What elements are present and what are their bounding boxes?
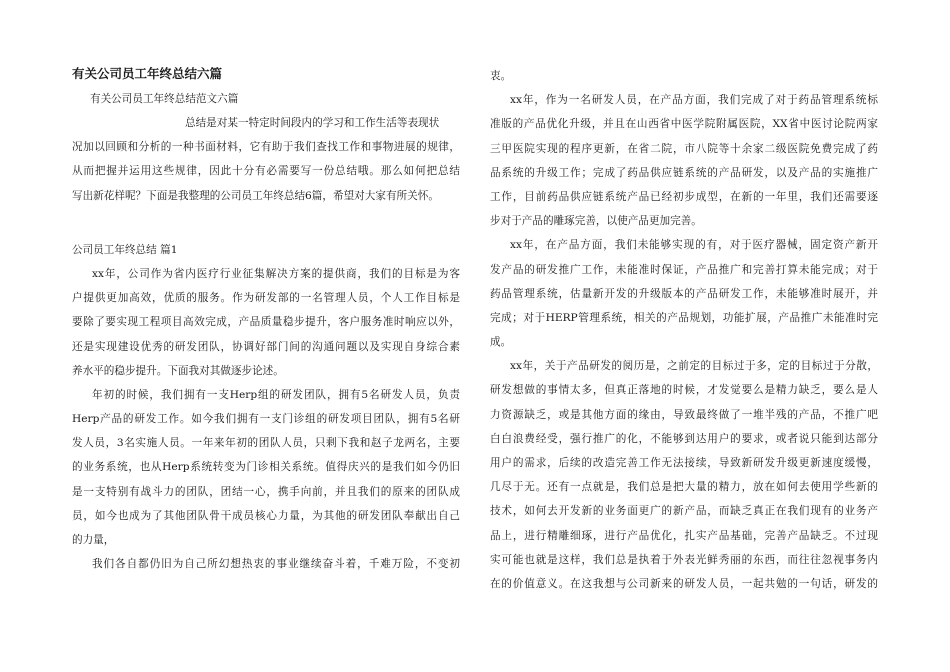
paragraph-line: 是一支特别有战斗力的团队，团结一心，携手向前，并且我们的原来的团队成 [72, 485, 460, 498]
paragraph-line: 在的价值意义。在这我想与公司新来的研发人员，一起共勉的一句话，研发的 [490, 577, 878, 590]
paragraph-line: 力资源缺乏，或是其他方面的缘由，导致最终做了一堆半残的产品，不推广吧 [490, 408, 878, 421]
paragraph-line: 工作，目前药品供应链系统产品已经初步成型，在新的一年里，我们还需要逐 [490, 190, 878, 203]
paragraph-line: 技术，如何去开发新的业务面更广的新产品，而缺乏真正在我们现有的业务产 [490, 505, 878, 518]
document-title: 有关公司员工年终总结六篇 [72, 66, 223, 81]
paragraph-line: 完成；对于HERP管理系统，相关的产品规划，功能扩展，产品推广未能准时完 [490, 311, 878, 324]
paragraph-line: 员，如今也成为了其他团队骨干成员核心力量，为其他的研发团队奉献出自己 [72, 509, 460, 522]
paragraph-line: xx年，作为一名研发人员，在产品方面，我们完成了对于药品管理系统标 [510, 94, 878, 107]
paragraph-line: 衷。 [490, 70, 512, 82]
paragraph-line: 我们各自都仍旧为自己所幻想热衷的事业继续奋斗着，千难万险，不变初 [92, 558, 460, 571]
paragraph-line: 研发想做的事情太多，但真正落地的时候，才发觉要么是精力缺乏，要么是人 [490, 384, 878, 397]
paragraph-line: 发人员，3名实施人员。一年来年初的团队人员，只剩下我和赵子龙两名，主要 [72, 437, 460, 450]
document-subtitle: 有关公司员工年终总结范文六篇 [90, 93, 239, 105]
paragraph-line: xx年，关于产品研发的阅历是，之前定的目标过于多，定的目标过于分散， [510, 360, 878, 373]
paragraph-line: xx年，在产品方面，我们未能够实现的有，对于医疗器械，固定资产新开 [510, 239, 878, 252]
intro-line: 总结是对某一特定时间段内的学习和工作生活等表现状 [185, 117, 440, 129]
paragraph-line: 的业务系统，也从Herp系统转变为门诊相关系统。值得庆兴的是我们如今仍旧 [72, 461, 460, 474]
paragraph-line: 白白浪费经受，强行推广的化，不能够到达用户的要求，或者说只能到达部分 [490, 432, 878, 445]
paragraph-line: Herp产品的研发工作。如今我们拥有一支门诊组的研发项目团队，拥有5名研 [72, 413, 460, 426]
left-column [72, 64, 460, 576]
intro-line: 写出新花样呢？下面是我整理的公司员工年终总结6篇，希望对大家有所关怀。 [72, 189, 439, 202]
paragraph-line: 的力量， [72, 534, 115, 546]
paragraph-line: 品系统的升级工作；完成了药品供应链系统的产品研发，以及产品的实施推广 [490, 166, 878, 179]
paragraph-line: 用户的需求，后续的改造完善工作无法接续，导致新研发升级更新速度缓慢， [490, 457, 878, 469]
paragraph-line: 实可能也就是这样，我们总是执着于外表光鲜秀丽的东西，而往往忽视事务内 [490, 553, 878, 566]
paragraph-line: 品上，进行精雕细琢，进行产品优化，扎实产品基础，完善产品缺乏。不过现 [490, 529, 878, 542]
paragraph-line: 成。 [490, 336, 512, 349]
paragraph-line: 养水平的稳步提升。下面我对其做逐步论述。 [72, 364, 284, 377]
paragraph-line: 发产品的研发推广工作，未能准时保证，产品推广和完善打算未能完成；对于 [490, 263, 878, 276]
section-heading: 公司员工年终总结 篇1 [72, 243, 178, 256]
intro-line: 况加以回顾和分析的一种书面材料，它有助于我们查找工作和事物进展的规律， [72, 141, 460, 154]
paragraph-line: 年初的时候，我们拥有一支Herp组的研发团队，拥有5名研发人员，负责 [92, 388, 460, 401]
intro-line: 从而把握并运用这些规律，因此十分有必需要写一份总结哦。那么如何把总结 [72, 165, 460, 178]
paragraph-line: 几尽于无。还有一点就是，我们总是把大量的精力，放在如何去使用学些新的 [490, 481, 878, 494]
paragraph-line: 三甲医院实现的程序更新，在省二院，市八院等十余家二级医院免费完成了药 [490, 142, 878, 155]
paragraph-line: 准版的产品优化升级，并且在山西省中医学院附属医院，XX省中医讨论院两家 [490, 118, 878, 131]
paragraph-line: 药品管理系统，估量新开发的升级版本的产品研发工作，未能够准时展开，并 [490, 287, 878, 300]
paragraph-line: 步对于产品的雕琢完善，以使产品更加完善。 [490, 215, 702, 228]
right-column [490, 64, 878, 596]
paragraph-line: xx年，公司作为省内医疗行业征集解决方案的提供商，我们的目标是为客 [92, 267, 460, 280]
paragraph-line: 要除了要实现工程项目高效完成，产品质量稳步提升，客户服务准时响应以外， [72, 316, 460, 329]
paragraph-line: 还是实现建设优秀的研发团队，协调好部门间的沟通问题以及实现自身综合素 [72, 340, 460, 353]
paragraph-line: 户提供更加高效，优质的服务。作为研发部的一名管理人员，个人工作目标是 [72, 292, 460, 305]
